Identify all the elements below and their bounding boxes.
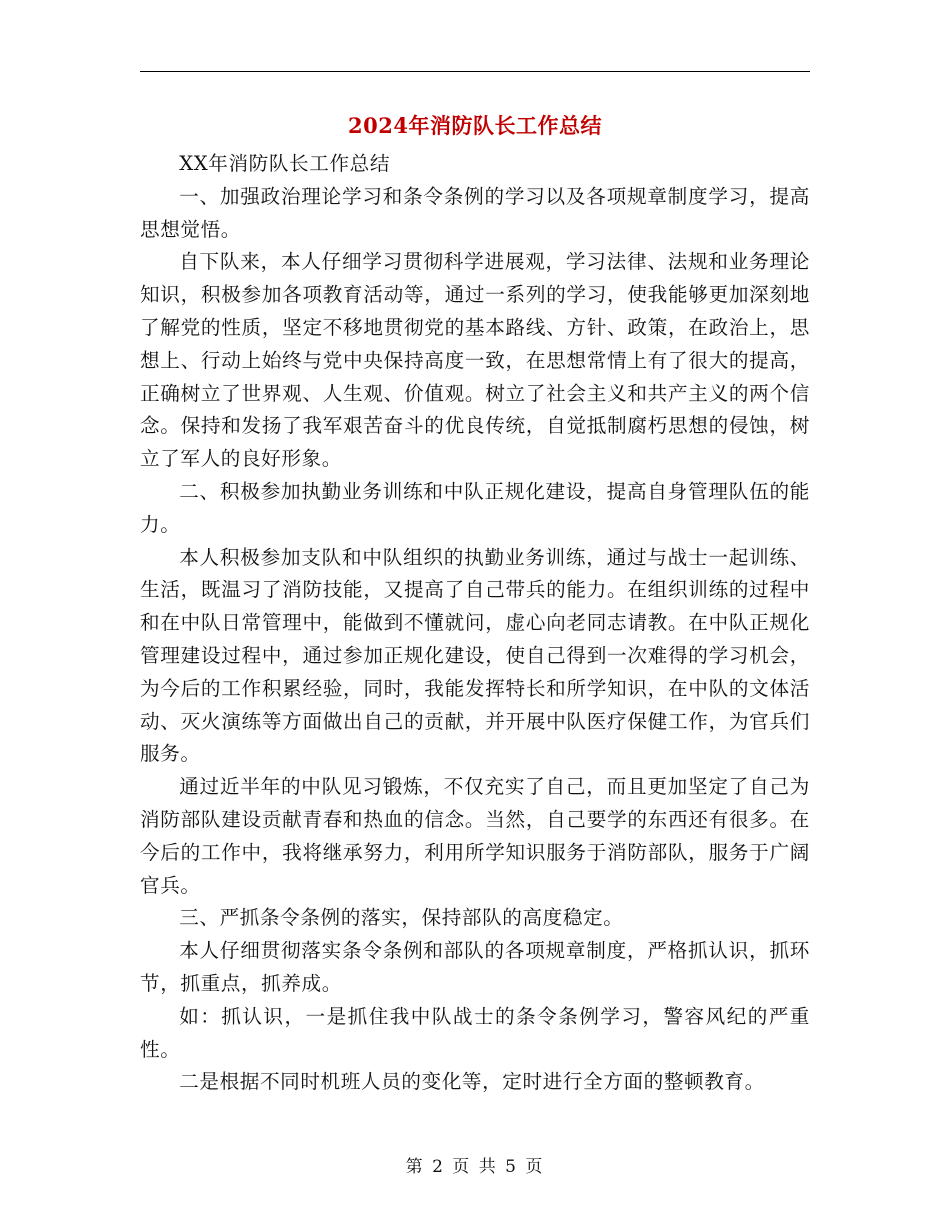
paragraph: 本人仔细贯彻落实条令条例和部队的各项规章制度，严格抓认识，抓环节，抓重点，抓养成。 [140, 939, 810, 995]
paragraph-heading-2: 二、积极参加执勤业务训练和中队正规化建设，提高自身管理队伍的能力。 [140, 479, 810, 536]
page-number-footer: 第 2 页 共 5 页 [405, 1157, 545, 1177]
document-body [140, 148, 810, 1099]
paragraph: 通过近半年的中队见习锻炼，不仅充实了自己，而且更加坚定了自己为消防部队建设贡献青春和热血的信念。当然，自己要学的东西还有很多。在今后的工作中，我将继承努力，利用所学知识服务于消防部队，服务于广阔官兵。 [140, 775, 810, 897]
paragraph: 自下队来，本人仔细学习贯彻科学进展观，学习法律、法规和业务理论知识，积极参加各项教育活动等，通过一系列的学习，使我能够更加深刻地了解党的性质，坚定不移地贯彻党的基本路线、方针、政策，在政治上，思想上、行动上始终与党中央保持高度一致，在思想常情上有了很大的提高，正确树立了世界观、人生观、价值观。树立了社会主义和共产主义的两个信念。保持和发扬了我军艰苦奋斗的优良传统，自觉抵制腐朽思想的侵蚀，树立了军人的良好形象。 [140, 250, 810, 471]
paragraph: 本人积极参加支队和中队组织的执勤业务训练，通过与战士一起训练、生活，既温习了消防技能，又提高了自己带兵的能力。在组织训练的过程中和在中队日常管理中，能做到不懂就问，虚心向老同志请教。在中队正规化管理建设过程中，通过参加正规化建设，使自己得到一次难得的学习机会，为今后的工作积累经验，同时，我能发挥特长和所学知识，在中队的文体活动、灭火演练等方面做出自己的贡献，并开展中队医疗保健工作，为官兵们服务。 [140, 545, 810, 766]
paragraph-subtitle: XX年消防队长工作总结 [179, 152, 391, 175]
header-rule [140, 71, 810, 72]
paragraph: 二是根据不同时机班人员的变化等，定时进行全方面的整顿教育。 [179, 1070, 765, 1094]
paragraph-heading-1: 一、加强政治理论学习和条令条例的学习以及各项规章制度学习，提高思想觉悟。 [140, 184, 810, 241]
paragraph: 如：抓认识，一是抓住我中队战士的条令条例学习，警容风纪的严重性。 [140, 1004, 810, 1061]
document-title: 2024年消防队长工作总结 [348, 113, 602, 138]
paragraph-heading-3: 三、严抓条令条例的落实，保持部队的高度稳定。 [179, 906, 624, 930]
